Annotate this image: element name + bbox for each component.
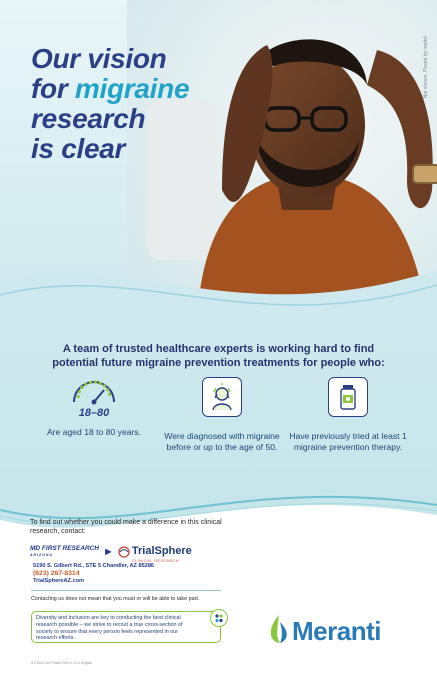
headache-person-icon [202, 377, 242, 417]
disclaimer: Contacting us does not mean that you must or will be able to take part. [31, 596, 200, 602]
photo-note: Not shown, Posed by model [423, 36, 429, 99]
meranti-name: Meranti [292, 616, 381, 646]
site-address: 5190 S. Gilbert Rd., STE 5 Chandler, AZ 85286 [33, 563, 155, 569]
criterion-prior-therapy-text: Have previously tried at least 1 migraine prevention therapy. [289, 431, 407, 452]
trialsphere-sub: CLINICAL RESEARCH [131, 559, 180, 563]
arrow-right-icon: ► [102, 546, 114, 558]
hero-title [31, 44, 189, 164]
trialsphere-name: TrialSphere [131, 545, 192, 557]
diversity-box [31, 611, 221, 643]
leaf-drop-icon [268, 614, 290, 644]
site-website[interactable]: TrialSphereAZ.com [33, 578, 84, 584]
hero-title-line-1: Our vision [31, 43, 167, 74]
lead-text: A team of trusted healthcare experts is working hard to find potential future migraine prevention treatments for people who: [52, 343, 385, 369]
age-gauge-label: 18–80 [78, 407, 110, 419]
criterion-prior-therapy [288, 377, 408, 453]
md-first-logo-text: MD FIRST RESEARCH [30, 544, 99, 552]
md-first-logo-sub: ARIZONA [30, 553, 53, 557]
divider [31, 590, 221, 591]
criterion-age-text: Are aged 18 to 80 years. [46, 427, 142, 437]
hero-title-line-2: for [31, 73, 68, 104]
site-logos [30, 541, 192, 563]
criterion-diagnosis [162, 377, 282, 453]
meranti-logo [268, 614, 381, 644]
criterion-diagnosis-text: Were diagnosed with migraine before or up to the age of 50. [164, 431, 280, 452]
site-phone[interactable]: (623) 267-8314 [33, 570, 80, 577]
medicine-bottle-icon [328, 377, 368, 417]
hero-title-line-3: research [31, 103, 146, 134]
contact-intro: To find out whether you could make a difference in this clinical research, contact: [30, 519, 222, 535]
criterion-age [34, 377, 154, 438]
hero-title-accent: migraine [74, 73, 190, 104]
fineprint: ST-1024 Vol. Poster DOCX: 11.0 English [31, 661, 93, 665]
trialsphere-logo [118, 541, 192, 563]
hero-title-line-4: is clear [31, 133, 126, 164]
md-first-logo [30, 546, 99, 559]
diversity-text: Diversity and inclusion are key to conducting the best clinical research possible – we strive to recruit a true cross-section of society to ensure that every person feels represented in our research efforts. [36, 615, 183, 642]
people-circle-icon [210, 609, 228, 627]
trialsphere-globe-icon [118, 546, 130, 558]
